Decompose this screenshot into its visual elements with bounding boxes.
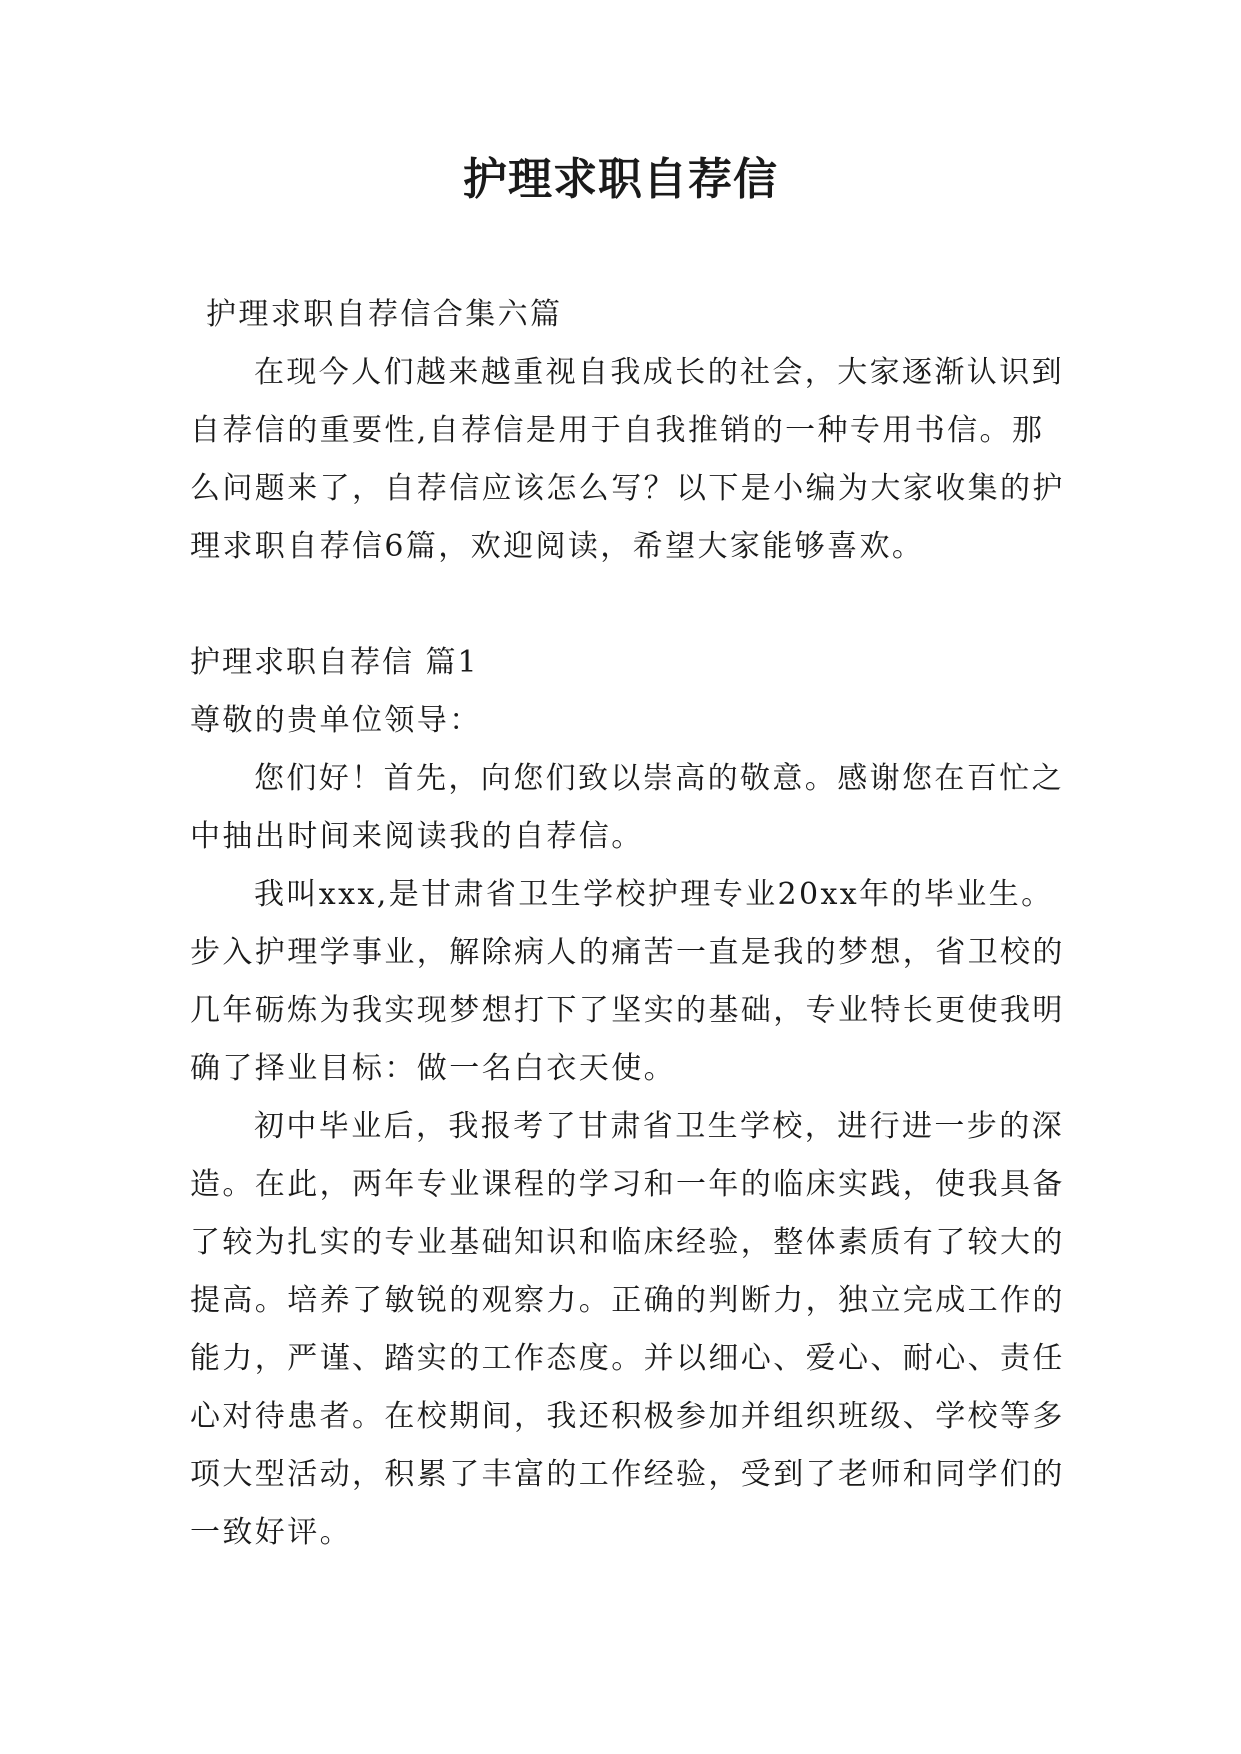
section-spacer bbox=[190, 576, 1070, 634]
intro-paragraph: 在现今人们越来越重视自我成长的社会，大家逐渐认识到自荐信的重要性,自荐信是用于自我推销的一种专用书信。那么问题来了，自荐信应该怎么写？以下是小编为大家收集的护理求职自荐信6篇，欢迎阅读，希望大家能够喜欢。 bbox=[190, 355, 1065, 564]
body-paragraph: 您们好！首先，向您们致以崇高的敬意。感谢您在百忙之中抽出时间来阅读我的自荐信。 bbox=[190, 761, 1064, 854]
document-subtitle: 护理求职自荐信合集六篇 bbox=[206, 297, 563, 332]
document-body bbox=[190, 286, 1070, 1562]
body-paragraph: 我叫xxx,是甘肃省卫生学校护理专业20xx年的毕业生。步入护理学事业，解除病人的痛苦一直是我的梦想，省卫校的几年砺炼为我实现梦想打下了坚实的基础，专业特长更使我明确了择业目标：做一名白衣天使。 bbox=[190, 877, 1065, 1086]
section-heading: 护理求职自荐信 篇1 bbox=[190, 645, 479, 680]
document-title: 护理求职自荐信 bbox=[463, 154, 778, 205]
body-paragraph: 初中毕业后，我报考了甘肃省卫生学校，进行进一步的深造。在此，两年专业课程的学习和一年的临床实践，使我具备了较为扎实的专业基础知识和临床经验，整体素质有了较大的提高。培养了敏锐的观察力。正确的判断力，独立完成工作的能力，严谨、踏实的工作态度。并以细心、爱心、耐心、责任心对待患者。在校期间，我还积极参加并组织班级、学校等多项大型活动，积累了丰富的工作经验，受到了老师和同学们的一致好评。 bbox=[190, 1109, 1065, 1550]
salutation: 尊敬的贵单位领导： bbox=[190, 703, 482, 738]
